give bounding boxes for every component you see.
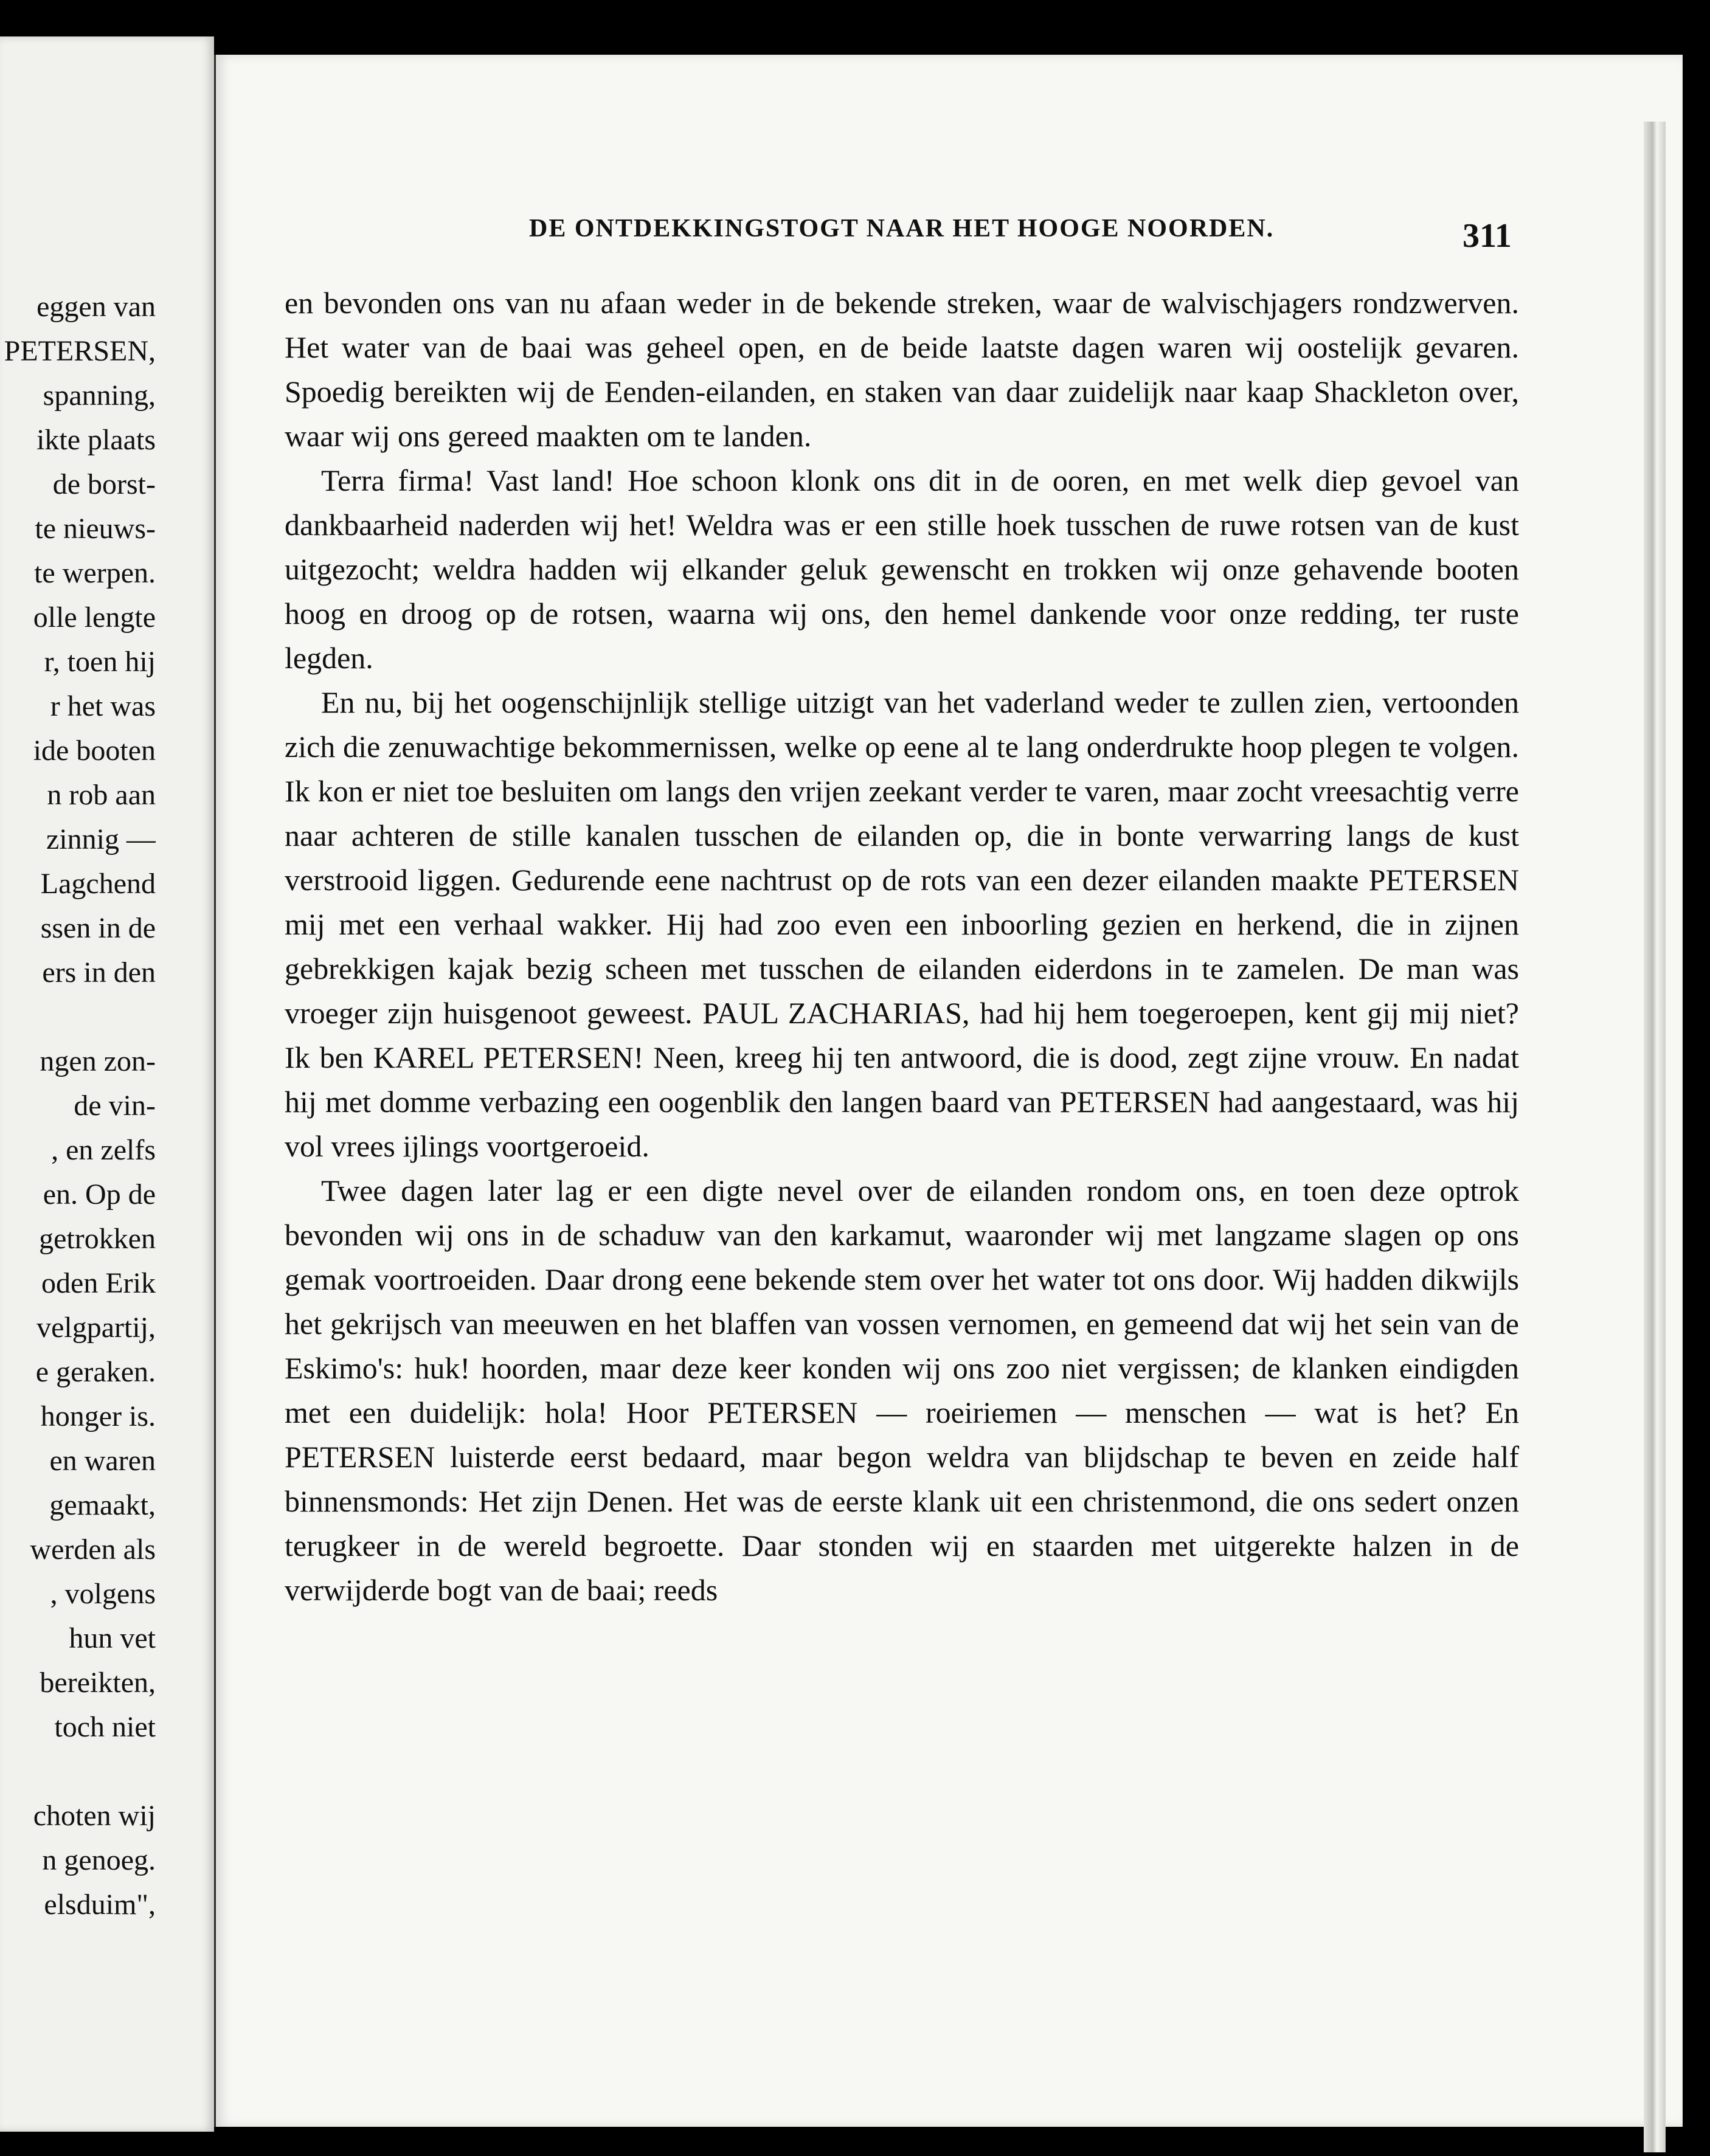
body-text: [285, 281, 1519, 1612]
left-page-line: r, toen hij: [44, 646, 156, 678]
left-page-line: gemaakt,: [49, 1489, 156, 1521]
left-page-line: de borst-: [52, 468, 156, 500]
left-page-line: r het was: [50, 690, 156, 722]
left-page-line: te werpen.: [34, 557, 156, 589]
running-header: DE ONTDEKKINGSTOGT NAAR HET HOOGE NOORDEN.: [529, 215, 1275, 243]
left-page-text-fragment: [0, 285, 156, 1927]
left-page-line: e geraken.: [35, 1356, 156, 1388]
page-edge: [1644, 122, 1666, 2152]
left-page-line: oden Erik: [41, 1267, 156, 1299]
left-page-line: PETERSEN,: [4, 335, 156, 367]
page-number: 311: [1462, 217, 1512, 255]
left-page-line: ngen zon-: [40, 1045, 156, 1077]
left-page-line: , en zelfs: [51, 1134, 156, 1166]
left-page-line: zinnig —: [46, 823, 156, 855]
left-page-line: bereikten,: [40, 1667, 156, 1699]
left-page-line: [0, 1749, 156, 1794]
left-page-line: ers in den: [42, 956, 156, 989]
left-page-line: elsduim",: [44, 1888, 156, 1921]
left-page-line: ide booten: [33, 734, 156, 767]
left-page-line: spanning,: [43, 379, 156, 412]
left-page-line: , volgens: [50, 1578, 156, 1610]
left-page-line: [0, 995, 156, 1039]
left-page-line: eggen van: [36, 291, 156, 323]
paragraph-1: en bevonden ons van nu afaan weder in de bekende streken, waar de walvischjagers rondzwerven. Het water van de baai was geheel open, en de beide laatste dagen waren wij oostelijk gevaren. Spoedig bereikten wij de Eenden-eilanden, en staken van daar zuidelijk naar kaap Shackleton over, waar wij ons gereed maakten om te landen.: [285, 286, 1519, 453]
paragraph-4: Twee dagen later lag er een digte nevel over de eilanden rondom ons, en toen deze optrok bevonden wij ons in de schaduw van den karkamut, waaronder wij met langzame slagen op ons gemak voortroeiden. Daar drong eene bekende stem over het water tot ons door. Wij hadden dikwijls het gekrijsch van meeuwen en het blaffen van vossen vernomen, en gemeend dat wij het sein van de Eskimo's: huk! hoorden, maar deze keer konden wij ons zoo niet vergissen; de klanken eindigden met een duidelijk: hola! Hoor PETERSEN — roeiriemen — menschen — wat is het? En PETERSEN luisterde eerst bedaard, maar begon weldra van blijdschap te beven en zeide half binnensmonds: Het zijn Denen. Het was de eerste klank uit een christenmond, die ons sedert onzen terugkeer in de wereld begroette. Daar stonden wij en staarden met uitgerekte halzen in de verwijderde bogt van de baai; reeds: [285, 1173, 1519, 1607]
left-page-line: te nieuws-: [35, 513, 156, 545]
paragraph-3: En nu, bij het oogenschijnlijk stellige uitzigt van het vaderland weder te zullen zien, vertoonden zich die zenuwachtige bekommernissen, welke op eene al te lang onderdrukte hoop plegen te volgen. Ik kon er niet toe besluiten om langs den vrijen zeekant verder te varen, maar zocht vreesachtig verre naar achteren de stille kanalen tusschen de eilanden op, die in bonte verwarring langs de kust verstrooid liggen. Gedurende eene nachtrust op de rots van een dezer eilanden maakte PETERSEN mij met een verhaal wakker. Hij had zoo even een inboorling gezien en herkend, die in zijnen gebrekkigen kajak bezig scheen met tusschen de eilanden eiderdons in te zamelen. De man was vroeger zijn huisgenoot geweest. PAUL ZACHARIAS, had hij hem toegeroepen, kent gij mij niet? Ik ben KAREL PETERSEN! Neen, kreeg hij ten antwoord, die is dood, zegt zijne vrouw. En nadat hij met domme verbazing een oogenblik den langen baard van PETERSEN had aangestaard, was hij vol vrees ijlings voortgeroeid.: [285, 685, 1519, 1163]
paragraph-2: Terra firma! Vast land! Hoe schoon klonk ons dit in de ooren, en met welk diep gevoel van dankbaarheid naderden wij het! Weldra was er een stille hoek tusschen de ruwe rotsen van de kust uitgezocht; weldra hadden wij elkander geluk gewenscht en trokken wij onze gehavende booten hoog en droog op de rotsen, waarna wij ons, den hemel dankende voor onze redding, ter ruste legden.: [285, 463, 1519, 675]
left-page-line: getrokken: [39, 1223, 156, 1255]
left-page-line: velgpartij,: [36, 1311, 156, 1344]
left-page-line: toch niet: [54, 1711, 156, 1743]
left-page-line: hun vet: [69, 1622, 156, 1654]
left-page-line: en. Op de: [43, 1178, 156, 1211]
left-page-line: honger is.: [40, 1400, 156, 1432]
left-page-line: Lagchend: [40, 868, 156, 900]
left-page-line: werden als: [30, 1533, 156, 1566]
left-page-line: n genoeg.: [42, 1844, 156, 1876]
left-page-line: n rob aan: [47, 779, 156, 811]
left-page-line: ssen in de: [40, 912, 156, 944]
left-page-line: de vin-: [74, 1090, 156, 1122]
left-page-line: ikte plaats: [36, 424, 156, 456]
left-page-line: choten wij: [33, 1800, 156, 1832]
left-page-line: olle lengte: [33, 601, 156, 634]
left-page-line: en waren: [49, 1445, 156, 1477]
